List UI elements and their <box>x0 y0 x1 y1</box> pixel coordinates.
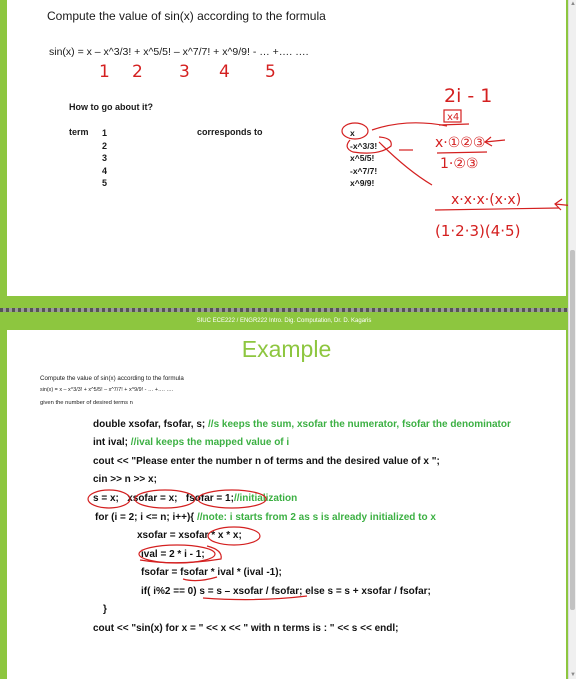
ink-box-text: x4 <box>447 112 460 123</box>
term-number: 3 <box>102 153 108 163</box>
ink-line <box>439 124 469 125</box>
slide-1-bottom-bar <box>0 296 568 308</box>
vertical-scrollbar[interactable] <box>568 0 576 679</box>
code-line-10: if( i%2 == 0) s = s – xsofar / fsofar; else s = s + xsofar / fsofar; <box>141 586 431 597</box>
how-heading: How to go about it? <box>69 102 153 112</box>
term-expressions-list <box>350 127 377 190</box>
slide-1-title: Compute the value of sin(x) according to the formula <box>47 9 326 23</box>
ink-number: 4 <box>219 62 230 82</box>
code-line-2 <box>93 437 289 448</box>
code-line-4: cin >> n >> x; <box>93 474 157 485</box>
term-expression: x <box>350 128 355 138</box>
slide-2 <box>0 330 568 679</box>
code-comment: //initialization <box>233 493 298 504</box>
code-text: int ival; <box>93 437 131 448</box>
code-line-7: xsofar = xsofar * x * x; <box>137 530 242 541</box>
ink-frac2-bar <box>435 208 559 210</box>
term-expression: -x^3/3! <box>350 140 378 151</box>
code-comment: //ival keeps the mapped value of i <box>130 437 290 448</box>
ink-connector <box>379 142 432 185</box>
ink-2i-minus-1: 2i - 1 <box>444 85 493 107</box>
ink-connector <box>372 123 447 130</box>
ink-frac2-numer: x·x·x·(x·x) <box>451 192 522 208</box>
scroll-down-arrow-icon[interactable]: ▼ <box>570 672 576 678</box>
code-comment: //note: i starts from 2 as s is already initialized to x <box>196 512 436 523</box>
code-line-5 <box>93 493 297 504</box>
scrollbar-thumb[interactable] <box>570 250 575 610</box>
handwriting-annotations <box>7 0 575 296</box>
term-expression: x^9/9! <box>350 178 375 188</box>
ink-frac1-denom: 1·②③ <box>440 156 479 172</box>
course-footer: SIUC ECE222 / ENGR222 Intro. Dig. Computation, Dr. D. Kagaris <box>196 318 372 324</box>
question-line: Compute the value of sin(x) according to the formula <box>40 375 184 382</box>
code-line-11: } <box>103 604 107 615</box>
term-number: 4 <box>102 165 108 176</box>
question-formula: sin(x) = x – x^3/3! + x^5/5! – x^7/7! + x^9/9! - … +…. …. <box>40 387 174 393</box>
scroll-up-arrow-icon[interactable]: ▲ <box>570 1 576 7</box>
code-init-s: s = x; <box>93 493 119 504</box>
ink-frac2-denom: (1·2·3)(4·5) <box>435 222 521 240</box>
code-init-fsofar: fsofar = 1; <box>185 493 234 504</box>
ink-frac1-bar <box>437 152 487 153</box>
ink-number: 1 <box>99 62 110 82</box>
term-label: term <box>69 127 89 137</box>
ink-number: 3 <box>179 62 190 82</box>
code-comment: //s keeps the sum, xsofar the numerator, fsofar the denominator <box>208 419 511 430</box>
slide-1 <box>0 0 568 296</box>
ink-box <box>444 110 461 122</box>
code-init-xsofar: xsofar = x; <box>127 493 178 504</box>
term-number: 2 <box>102 140 108 151</box>
term-expression: -x^7/7! <box>350 165 378 176</box>
code-line-9: fsofar = fsofar * ival * (ival -1); <box>141 567 282 578</box>
question-line: given the number of desired terms n <box>40 400 133 406</box>
code-line-8: ival = 2 * i - 1; <box>141 549 205 560</box>
term-number: 1 <box>102 128 108 138</box>
code-text: for (i = 2; i <= n; i++){ <box>95 512 197 523</box>
slide-2-header-bar <box>0 312 568 330</box>
code-line-1 <box>93 419 511 430</box>
ink-number: 2 <box>132 62 143 82</box>
ink-arrow-1 <box>485 137 505 146</box>
code-line-6 <box>95 512 436 523</box>
ink-frac1-numer: x·①②③ <box>435 135 486 151</box>
code-text: double xsofar, fsofar, s; <box>93 419 209 430</box>
slide-2-title: Example <box>241 336 332 362</box>
term-number: 5 <box>102 178 108 188</box>
corresponds-label: corresponds to <box>197 127 263 137</box>
code-line-3: cout << "Please enter the number n of terms and the desired value of x "; <box>93 456 440 467</box>
code-line-12: cout << "sin(x) for x = " << x << " with n terms is : " << s << endl; <box>93 623 399 634</box>
ink-number: 5 <box>265 62 276 82</box>
sin-formula: sin(x) = x – x^3/3! + x^5/5! – x^7/7! + x^9/9! - … +…. …. <box>49 46 309 58</box>
term-expression: x^5/5! <box>350 153 375 163</box>
term-numbers-list <box>102 127 107 190</box>
